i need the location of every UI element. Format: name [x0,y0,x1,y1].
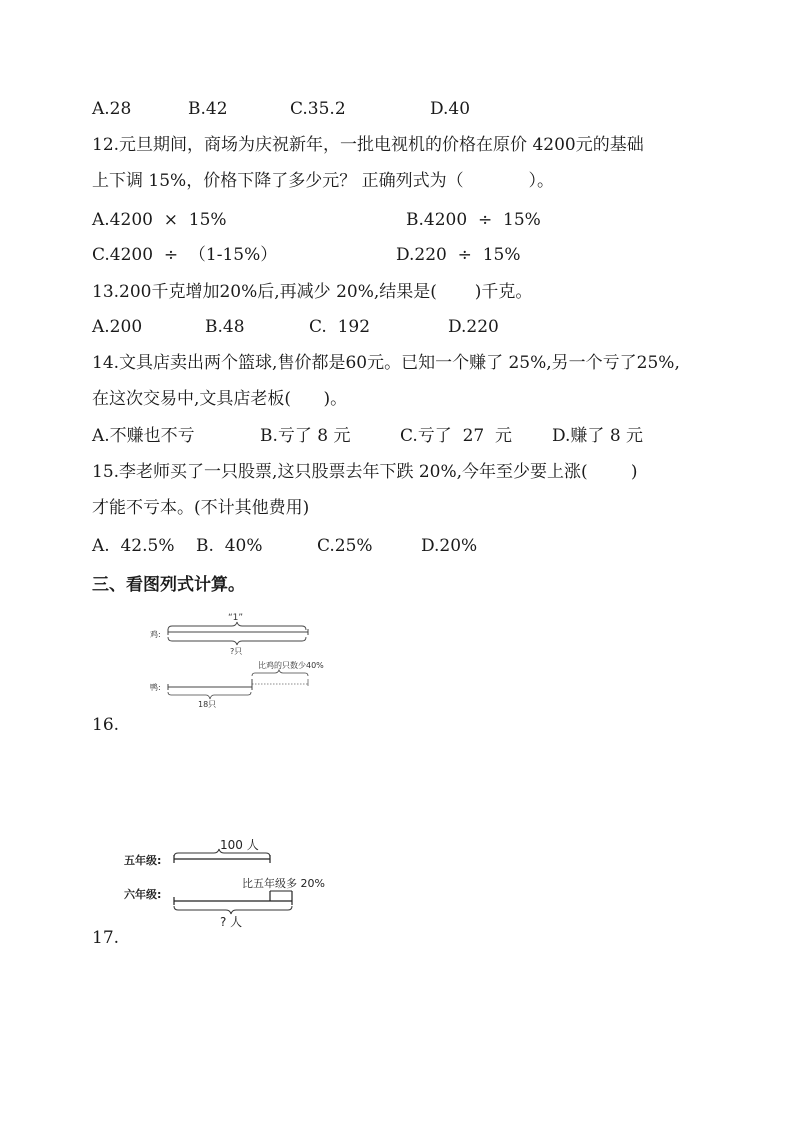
q16-diagram [140,608,330,712]
q13-option-d: D.220 [448,317,499,337]
chicken-label: 鸡: [150,630,161,639]
q15-option-b: B. 40% [196,536,263,556]
q13-option-c: C. 192 [309,317,371,337]
q15-option-c: C.25% [317,536,373,556]
q14-option-c: C.亏了 27 元 [400,426,513,446]
section-title: 三、看图列式计算。 [92,575,245,595]
q14-line2: 在这次交易中,文具店老板( )。 [92,389,348,409]
q11-option-b: B.42 [188,99,228,119]
q13-option-a: A.200 [92,317,143,337]
grade6-brace [174,906,292,914]
q15-line1: 15.李老师买了一只股票,这只股票去年下跌 20%,今年至少要上涨( ) [92,462,638,482]
chicken-brace [168,637,306,645]
q16-number: 16. [92,715,120,735]
grade6-unknown: ? 人 [220,915,243,929]
grade6-label: 六年级: [124,888,162,901]
q14-option-a: A.不赚也不亏 [92,426,195,446]
q15-option-a: A. 42.5% [92,536,175,556]
grade5-count: 100 人 [220,838,259,852]
less-label: 比鸡的只数少40% [258,661,324,670]
q17-diagram [118,834,348,930]
more-label: 比五年级多 20% [242,877,325,890]
q15-line2: 才能不亏本。(不计其他费用) [92,498,310,518]
chicken-unknown: ?只 [230,647,243,656]
duck-count: 18只 [198,700,217,709]
q12-option-b: B.4200 ÷ 15% [406,210,541,230]
q12-option-d: D.220 ÷ 15% [396,245,521,265]
q14-option-b: B.亏了 8 元 [260,426,351,446]
duck-brace [168,692,251,699]
q12-option-a: A.4200 × 15% [92,210,227,230]
q13-option-b: B.48 [205,317,245,337]
whole-label: “1” [228,613,244,623]
q12-option-c: C.4200 ÷ （1-15%） [92,245,278,265]
q14-option-d: D.赚了 8 元 [552,426,644,446]
q12-line1: 12.元旦期间，商场为庆祝新年，一批电视机的价格在原价 4200元的基础 [92,135,644,155]
q17-number: 17. [92,928,120,948]
grade5-label: 五年级: [124,854,162,867]
q11-option-a: A.28 [92,99,132,119]
whole-brace [168,622,306,630]
q11-option-d: D.40 [430,99,471,119]
q14-line1: 14.文具店卖出两个篮球,售价都是60元。已知一个赚了 25%,另一个亏了25%, [92,353,680,373]
duck-label: 鸭: [150,683,161,692]
q11-option-c: C.35.2 [290,99,346,119]
q13-line1: 13.200千克增加20%后,再减少 20%,结果是( )千克。 [92,282,533,302]
q12-line2: 上下调 15%，价格下降了多少元？ 正确列式为（ ）。 [92,171,554,191]
q15-option-d: D.20% [421,536,478,556]
